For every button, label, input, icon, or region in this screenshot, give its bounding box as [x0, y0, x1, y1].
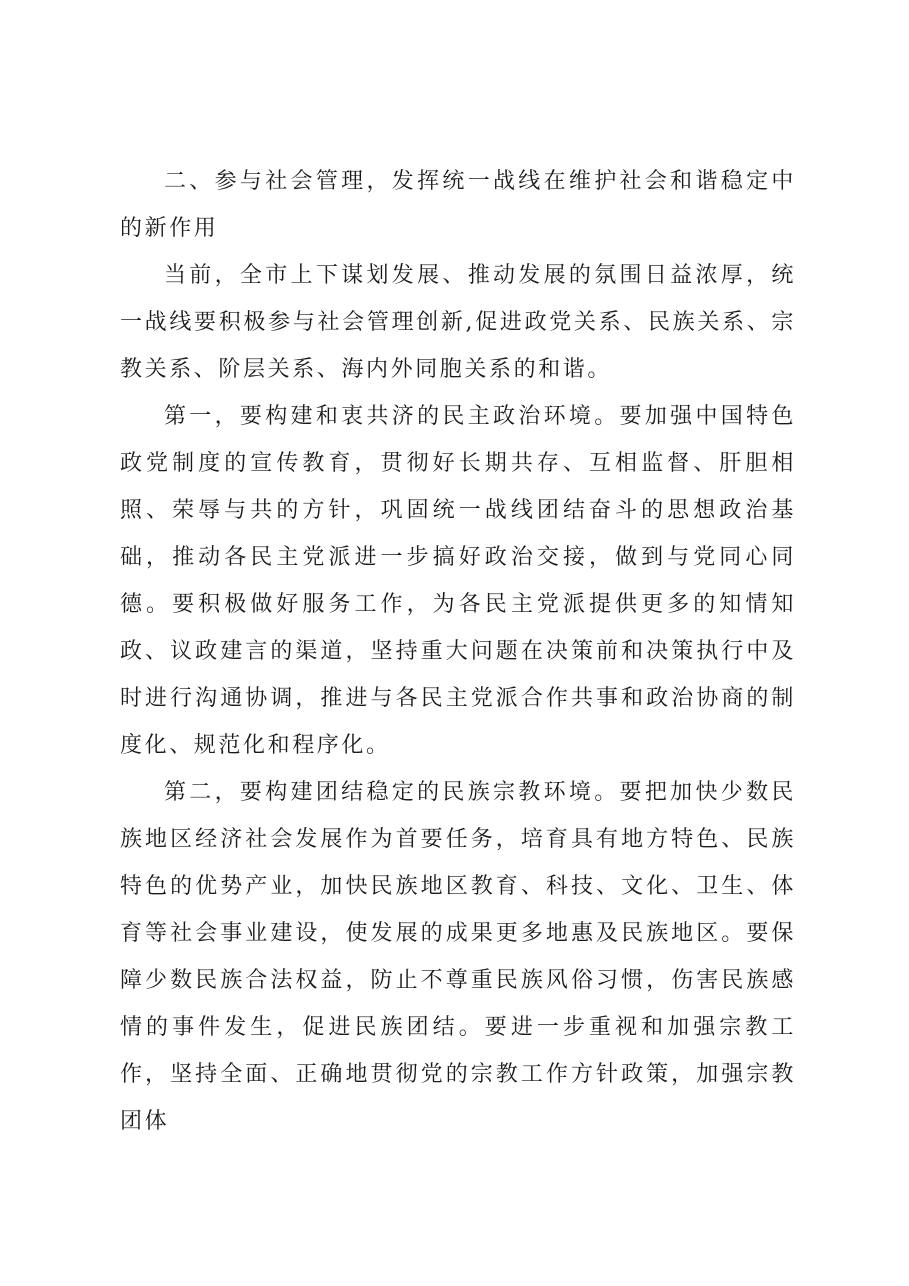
paragraph-second-point: 第二，要构建团结稳定的民族宗教环境。要把加快少数民族地区经济社会发展作为首要任务，培育具有地方特色、民族特色的优势产业，加快民族地区教育、科技、文化、卫生、体育等社会事业建设，使发展的成果更多地惠及民族地区。要保障少数民族合法权益，防止不尊重民族风俗习惯，伤害民族感情的事件发生，促进民族团结。要进一步重视和加强宗教工作，坚持全面、正确地贯彻党的宗教工作方针政策，加强宗教团体 [120, 780, 796, 1134]
paragraph-intro: 当前，全市上下谋划发展、推动发展的氛围日益浓厚，统一战线要积极参与社会管理创新,促进政党关系、民族关系、宗教关系、阶层关系、海内外同胞关系的和谐。 [120, 263, 796, 382]
paragraph-first-point: 第一，要构建和衷共济的民主政治环境。要加强中国特色政党制度的宣传教育，贯彻好长期共存、互相监督、肝胆相照、荣辱与共的方针，巩固统一战线团结奋斗的思想政治基础，推动各民主党派进一步搞好政治交接，做到与党同心同德。要积极做好服务工作，为各民主党派提供更多的知情知政、议政建言的渠道，坚持重大问题在决策前和决策执行中及时进行沟通协调，推进与各民主党派合作共事和政治协商的制度化、规范化和程序化。 [120, 404, 796, 758]
document-body [120, 158, 796, 1145]
section-heading: 二、参与社会管理，发挥统一战线在维护社会和谐稳定中的新作用 [120, 169, 796, 241]
